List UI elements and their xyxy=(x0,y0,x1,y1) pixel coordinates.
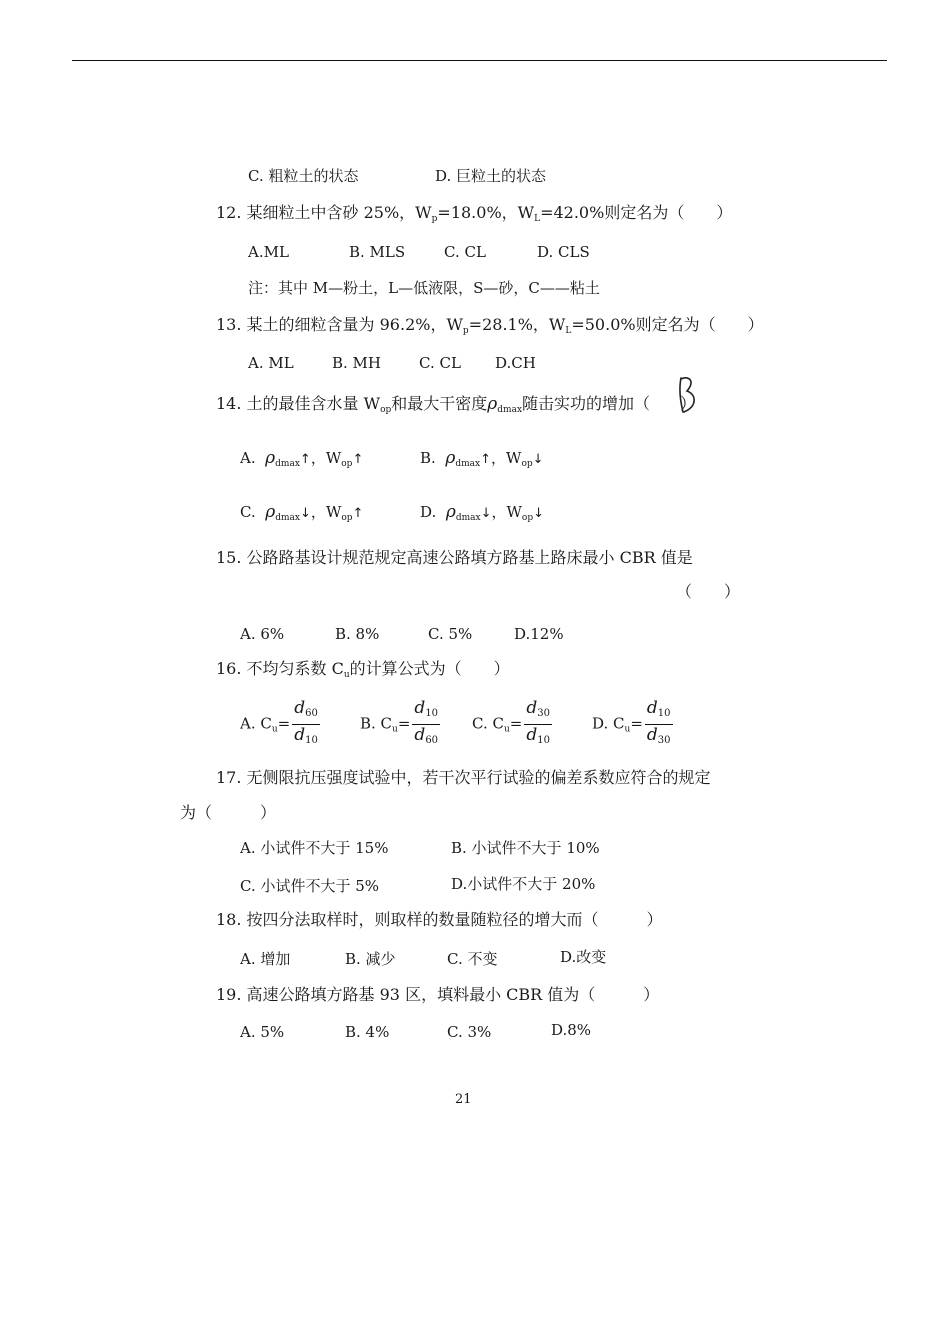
q13-option-b: B. MH xyxy=(332,354,381,372)
q13-option-c: C. CL xyxy=(419,354,461,372)
q18-option-d: D.改变 xyxy=(560,948,607,966)
q13-option-a: A. ML xyxy=(248,354,294,372)
q15-option-a: A. 6% xyxy=(240,625,285,643)
q15-option-b: B. 8% xyxy=(335,625,380,643)
q12-option-c: C. CL xyxy=(444,243,486,261)
q14-option-c: C. $\rho_{dmax}↓$，$W_{op}↑$ xyxy=(240,502,364,523)
q12-stem: 12. 某细粒土中含砂 25%，$W_p=18.0\%$，$W_L=42.0\%$则定名为（ ） xyxy=(216,203,733,224)
q19-option-b: B. 4% xyxy=(345,1023,390,1041)
q12-option-b: B. MLS xyxy=(349,243,406,261)
q19-option-a: A. 5% xyxy=(240,1023,285,1041)
q12-option-d: D. CLS xyxy=(537,243,590,261)
q13-option-d: D.CH xyxy=(495,354,536,372)
q11-option-c: C. 粗粒土的状态 xyxy=(248,167,359,185)
q18-option-b: B. 减少 xyxy=(345,950,396,968)
q17-stem: 17. 无侧限抗压强度试验中，若干次平行试验的偏差系数应符合的规定 xyxy=(216,768,711,787)
q11-option-d: D. 巨粒土的状态 xyxy=(435,167,547,185)
q16-stem: 16. 不均匀系数 $C_u$的计算公式为（ ） xyxy=(216,659,510,680)
q16-option-c: C. $C_u=$ $\frac{d_{30}}{d_{10}}$ xyxy=(472,698,552,751)
q17-option-b: B. 小试件不大于 10% xyxy=(451,839,600,857)
q18-option-c: C. 不变 xyxy=(447,950,498,968)
q16-option-d: D. $C_u=$ $\frac{d_{10}}{d_{30}}$ xyxy=(592,698,673,751)
q18-option-a: A. 增加 xyxy=(240,950,291,968)
q19-option-d: D.8% xyxy=(551,1021,592,1039)
q15-stem: 15. 公路路基设计规范规定高速公路填方路基上路床最小 CBR 值是 xyxy=(216,548,693,567)
q12-note: 注：其中 M—粉土，L—低液限，S—砂，C——粘土 xyxy=(248,279,600,297)
handwritten-answer-mark xyxy=(676,374,698,416)
q12-option-a: A.ML xyxy=(248,243,289,261)
q14-option-b: B. $\rho_{dmax}↑$，$W_{op}↓$ xyxy=(420,448,544,469)
q19-stem: 19. 高速公路填方路基 93 区，填料最小 CBR 值为（ ） xyxy=(216,985,660,1004)
page-number: 21 xyxy=(455,1092,472,1107)
q14-option-d: D. $\rho_{dmax}↓$，$W_{op}↓$ xyxy=(420,502,544,523)
fraction: $\frac{d_{10}}{d_{30}}$ xyxy=(646,698,671,746)
fraction: $\frac{d_{30}}{d_{10}}$ xyxy=(526,698,550,746)
q16-option-b: B. $C_u=$ $\frac{d_{10}}{d_{60}}$ xyxy=(360,698,440,751)
header-rule xyxy=(72,60,887,61)
q14-stem: 14. 土的最佳含水量 $W_{op}$和最大干密度$\rho_{dmax}$随击实功的增加（ ） xyxy=(216,394,697,415)
q15-option-c: C. 5% xyxy=(428,625,473,643)
q16-option-a: A. $C_u=$ $\frac{d_{60}}{d_{10}}$ xyxy=(240,698,320,751)
q17-option-d: D.小试件不大于 20% xyxy=(451,875,596,893)
q17-stem-continued: 为（ ） xyxy=(180,803,277,822)
q19-option-c: C. 3% xyxy=(447,1023,492,1041)
q14-option-a: A. $\rho_{dmax}↑$，$W_{op}↑$ xyxy=(240,448,364,469)
q17-option-c: C. 小试件不大于 5% xyxy=(240,877,380,895)
q13-stem: 13. 某土的细粒含量为 96.2%，$W_p=28.1\%$，$W_L=50.0\%$则定名为（ ） xyxy=(216,315,764,336)
q18-stem: 18. 按四分法取样时，则取样的数量随粒径的增大而（ ） xyxy=(216,910,663,929)
q17-option-a: A. 小试件不大于 15% xyxy=(240,839,389,857)
q15-option-d: D.12% xyxy=(514,625,564,643)
fraction: $\frac{d_{60}}{d_{10}}$ xyxy=(294,698,318,746)
fraction: $\frac{d_{10}}{d_{60}}$ xyxy=(414,698,439,746)
q15-answer-paren: （ ） xyxy=(676,582,741,601)
